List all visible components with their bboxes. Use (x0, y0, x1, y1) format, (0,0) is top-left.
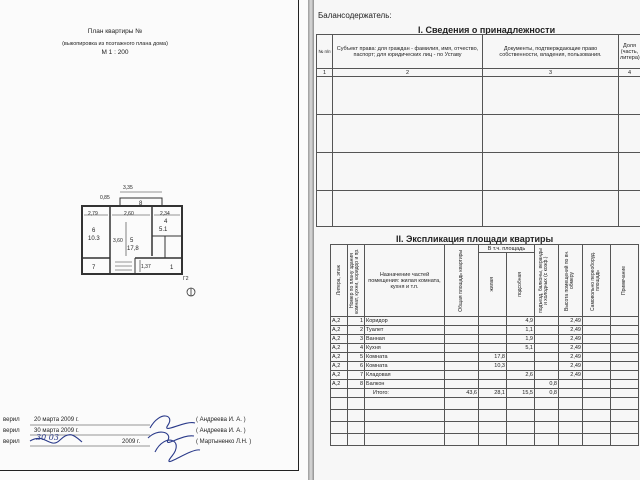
hdr-living: жилая (479, 253, 507, 317)
cell-empty (583, 344, 611, 353)
explication-empty-row-2 (331, 410, 639, 422)
cell-total (445, 380, 479, 389)
room-5-area: 17,8 (127, 246, 139, 252)
cell-liter: А,2 (331, 335, 348, 344)
explication-total-row (331, 389, 639, 398)
sig-1-name: ( Андреева И. А. ) (196, 417, 246, 423)
page-frame-bottom (0, 470, 299, 471)
owner-header-row (317, 35, 640, 69)
cell-name: Кухня (365, 344, 445, 353)
cell-total (445, 344, 479, 353)
hdr-liter: Литера, этаж (331, 245, 348, 317)
cell-name: Туалет (365, 326, 445, 335)
owner-heading: Балансодержатель: (318, 11, 392, 20)
cell-liter: А,2 (331, 317, 348, 326)
cell-empty (611, 344, 639, 353)
left-page (0, 0, 308, 480)
sig-1-date: 20 марта 2009 г. (34, 417, 79, 423)
cell-balcony (535, 344, 559, 353)
sig-1-label: верил (3, 417, 20, 423)
cell-name: Ванная (365, 335, 445, 344)
explication-row (331, 344, 639, 353)
cell-height: 2,49 (559, 317, 583, 326)
cell-aux: 5,1 (507, 344, 535, 353)
explication-row (331, 371, 639, 380)
cell-name: Комната (365, 353, 445, 362)
total-label: Итого: (365, 389, 445, 398)
cell-empty (611, 353, 639, 362)
explication-section-title: II. Экспликация площади квартиры (396, 234, 554, 244)
owner-colnum-4: 4 (619, 69, 640, 77)
room-6-number: 6 (92, 228, 96, 234)
explication-row (331, 326, 639, 335)
cell-height: 2,49 (559, 326, 583, 335)
sig-2-label: верил (3, 428, 20, 434)
hdr-height: Высота помещений по вн. обмеру (559, 245, 583, 317)
cell-num: 1 (348, 317, 365, 326)
cell-living (479, 344, 507, 353)
cell-balcony (535, 371, 559, 380)
cell-living (479, 380, 507, 389)
cell-total (445, 335, 479, 344)
cell-liter: А,2 (331, 344, 348, 353)
cell-num: 8 (348, 380, 365, 389)
hdr-aux: подсобная (507, 253, 535, 317)
cell-aux: 1,1 (507, 326, 535, 335)
cell-height: 2,49 (559, 362, 583, 371)
cell-aux (507, 353, 535, 362)
cell-aux: 2,6 (507, 371, 535, 380)
hdr-purpose: Назначение частей помещения: жилая комната, кухня и т.п. (365, 245, 445, 317)
cell-balcony (535, 362, 559, 371)
explication-row (331, 380, 639, 389)
cell-height: 2,49 (559, 371, 583, 380)
cell-height (559, 380, 583, 389)
cell-num: 4 (348, 344, 365, 353)
owner-table (316, 34, 640, 227)
sig-3-label: верил (3, 439, 20, 445)
cell-aux (507, 362, 535, 371)
cell-name: Балкон (365, 380, 445, 389)
total-aux: 15,5 (507, 389, 535, 398)
cell-liter: А,2 (331, 326, 348, 335)
cell-empty (611, 335, 639, 344)
signature-2 (148, 432, 194, 442)
cell-living (479, 326, 507, 335)
cell-empty (583, 335, 611, 344)
cell-balcony (535, 326, 559, 335)
explication-row (331, 362, 639, 371)
cell-living (479, 317, 507, 326)
cell-balcony (535, 353, 559, 362)
explication-table (330, 244, 639, 446)
cell-empty (583, 353, 611, 362)
dim-w3: 2,34 (160, 211, 170, 217)
north-label: Г2 (183, 276, 189, 282)
cell-name: Комната (365, 362, 445, 371)
cell-living (479, 335, 507, 344)
explication-row (331, 335, 639, 344)
cell-liter: А,2 (331, 362, 348, 371)
owner-col-docs: Документы, подтверждающие право собственности, владения, пользования. (483, 35, 619, 69)
cell-name: Кладовая (365, 371, 445, 380)
room-7-number: 7 (92, 265, 96, 271)
cell-empty (583, 371, 611, 380)
total-area: 43,6 (445, 389, 479, 398)
plan-title: План квартиры № (87, 28, 143, 35)
total-balcony: 0,8 (535, 389, 559, 398)
owner-row-4 (317, 191, 640, 227)
sig-2-date: 30 марта 2009 г. (34, 428, 79, 434)
cell-living (479, 371, 507, 380)
cell-empty (611, 317, 639, 326)
dim-top-left: 0,85 (100, 195, 110, 201)
dim-w1: 2,79 (88, 211, 98, 217)
cell-total (445, 371, 479, 380)
cell-total (445, 317, 479, 326)
hdr-unauth: Самовольно переоборуд. площадь (583, 245, 611, 317)
explication-empty-row-1 (331, 398, 639, 410)
cell-height: 2,49 (559, 335, 583, 344)
cell-empty (583, 362, 611, 371)
dim-d1: 3,60 (113, 238, 123, 244)
hdr-total: Общая площадь квартиры (445, 245, 479, 317)
cell-aux (507, 380, 535, 389)
cell-height: 2,49 (559, 344, 583, 353)
cell-num: 7 (348, 371, 365, 380)
cell-total (445, 362, 479, 371)
owner-row-2 (317, 115, 640, 153)
cell-num: 5 (348, 353, 365, 362)
owner-col-num: № п/п (317, 35, 333, 69)
owner-number-row (317, 69, 640, 77)
room-8-number: 8 (139, 201, 143, 207)
explication-empty-row-3 (331, 422, 639, 434)
cell-empty (583, 317, 611, 326)
plan-subtitle: (выкопировка из поэтажного плана дома) (62, 41, 168, 47)
owner-colnum-2: 2 (333, 69, 483, 77)
floor-plan-drawing (0, 0, 308, 480)
cell-balcony (535, 335, 559, 344)
cell-aux: 1,9 (507, 335, 535, 344)
cell-empty (611, 371, 639, 380)
hdr-balcony: подъезд, балконы, веранды и холодных (с коэф.) (535, 245, 559, 317)
sig-3-name: ( Мартыненко Л.Н. ) (196, 439, 252, 445)
owner-col-share: Доля (часть, литера) (619, 35, 640, 69)
cell-num: 6 (348, 362, 365, 371)
cell-liter: А,2 (331, 353, 348, 362)
cell-total (445, 353, 479, 362)
dim-top-outer: 3,35 (123, 185, 133, 191)
signature-1 (150, 416, 195, 428)
cell-living: 17,8 (479, 353, 507, 362)
owner-colnum-1: 1 (317, 69, 333, 77)
owner-row-1 (317, 77, 640, 115)
cell-empty (611, 380, 639, 389)
owner-section-title: I. Сведения о принадлежности (418, 25, 556, 35)
room-4-number: 4 (164, 219, 168, 225)
cell-living: 10,3 (479, 362, 507, 371)
cell-total (445, 326, 479, 335)
dim-d2: 1,37 (141, 264, 151, 270)
room-4-area: 5.1 (159, 227, 168, 233)
explication-row (331, 317, 639, 326)
cell-num: 2 (348, 326, 365, 335)
cell-empty (583, 380, 611, 389)
cell-liter: А,2 (331, 371, 348, 380)
hdr-room-no: Номер по плану здания комнат, кухни, коридор и пр. (348, 245, 365, 317)
owner-col-subject: Субъект права: для граждан - фамилия, имя, отчество, паспорт; для юридических лиц - по Уставу (333, 35, 483, 69)
total-living: 28,1 (479, 389, 507, 398)
cell-empty (611, 362, 639, 371)
page-frame-right (298, 0, 299, 470)
hdr-note: Примечание (611, 245, 639, 317)
room-1-number: 1 (170, 265, 174, 271)
explication-header-row-1 (331, 245, 639, 253)
room-6-area: 10.3 (88, 236, 100, 242)
cell-num: 3 (348, 335, 365, 344)
cell-aux: 4,9 (507, 317, 535, 326)
sig-3-date: 30 03 (36, 433, 59, 442)
cell-balcony (535, 317, 559, 326)
cell-empty (611, 326, 639, 335)
cell-name: Коридор (365, 317, 445, 326)
cell-empty (583, 326, 611, 335)
explication-row (331, 353, 639, 362)
plan-scale: М 1 : 200 (101, 49, 129, 56)
right-page (314, 0, 640, 480)
explication-empty-row-4 (331, 434, 639, 446)
sig-3-year: 2009 г. (122, 439, 141, 445)
sig-2-name: ( Андреева И. А. ) (196, 428, 246, 434)
signature-3 (155, 440, 200, 461)
room-5-number: 5 (130, 238, 134, 244)
cell-height: 2,49 (559, 353, 583, 362)
cell-balcony: 0,8 (535, 380, 559, 389)
owner-colnum-3: 3 (483, 69, 619, 77)
hdr-incl: В т.ч. площадь (479, 245, 535, 253)
dim-w2: 2,60 (124, 211, 134, 217)
owner-row-3 (317, 153, 640, 191)
cell-liter: А,2 (331, 380, 348, 389)
